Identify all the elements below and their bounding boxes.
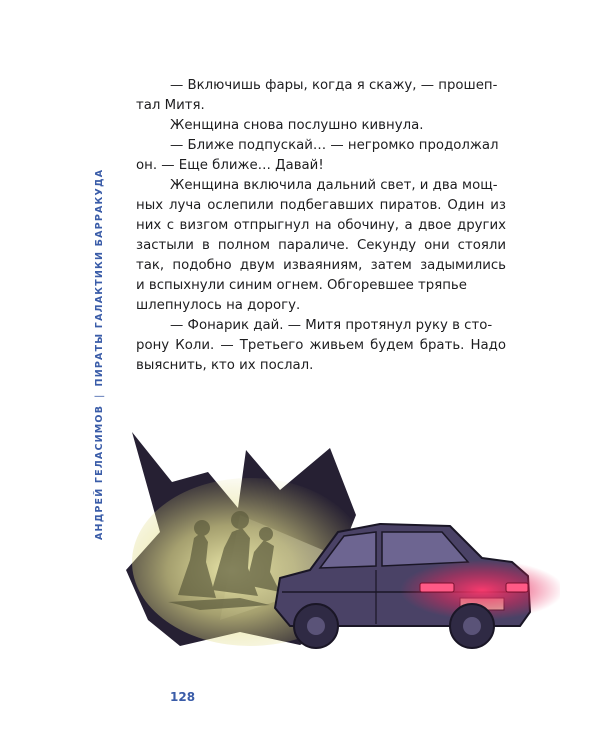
text-line: и вспыхнули синим огнем. Обгоревшее тряпье: [136, 278, 467, 293]
text-line: он. — Еще ближе… Давай!: [136, 158, 324, 173]
text-line: так, подобно двум изваяниям, затем задымились: [136, 258, 506, 273]
body-text: [136, 76, 506, 376]
taillight-left: [420, 583, 454, 592]
text-line: — Ближе подпускай… — негромко продолжал: [170, 138, 499, 153]
text-line: выяснить, кто их послал.: [136, 358, 314, 373]
text-line: — Включишь фары, когда я скажу, — прошеп-: [170, 78, 498, 93]
taillight-right: [506, 583, 528, 592]
text-line: них с визгом отпрыгнул на обочину, а двое других: [136, 218, 506, 233]
book-title: ПИРАТЫ ГАЛАКТИКИ БАРРАКУДА: [94, 168, 105, 387]
text-line: шлепнулось на дорогу.: [136, 298, 301, 313]
night-road-illustration: [120, 420, 560, 690]
text-line: ных луча ослепили подбегавших пиратов. Один из: [136, 198, 506, 213]
text-line: застыли в полном параличе. Секунду они стояли: [136, 238, 506, 253]
running-head: [94, 169, 105, 540]
text-line: Женщина снова послушно кивнула.: [170, 118, 424, 133]
text-line: Женщина включила дальний свет, и два мощ-: [170, 178, 498, 193]
text-line: тал Митя.: [136, 98, 205, 113]
page-number: 128: [170, 690, 196, 704]
author-name: АНДРЕЙ ГЕЛАСИМОВ: [94, 404, 105, 540]
text-line: — Фонарик дай. — Митя протянул руку в сто-: [170, 318, 493, 333]
running-head-separator: |: [94, 393, 105, 398]
text-line: рону Коли. — Третьего живьем будем брать. Надо: [136, 338, 506, 353]
